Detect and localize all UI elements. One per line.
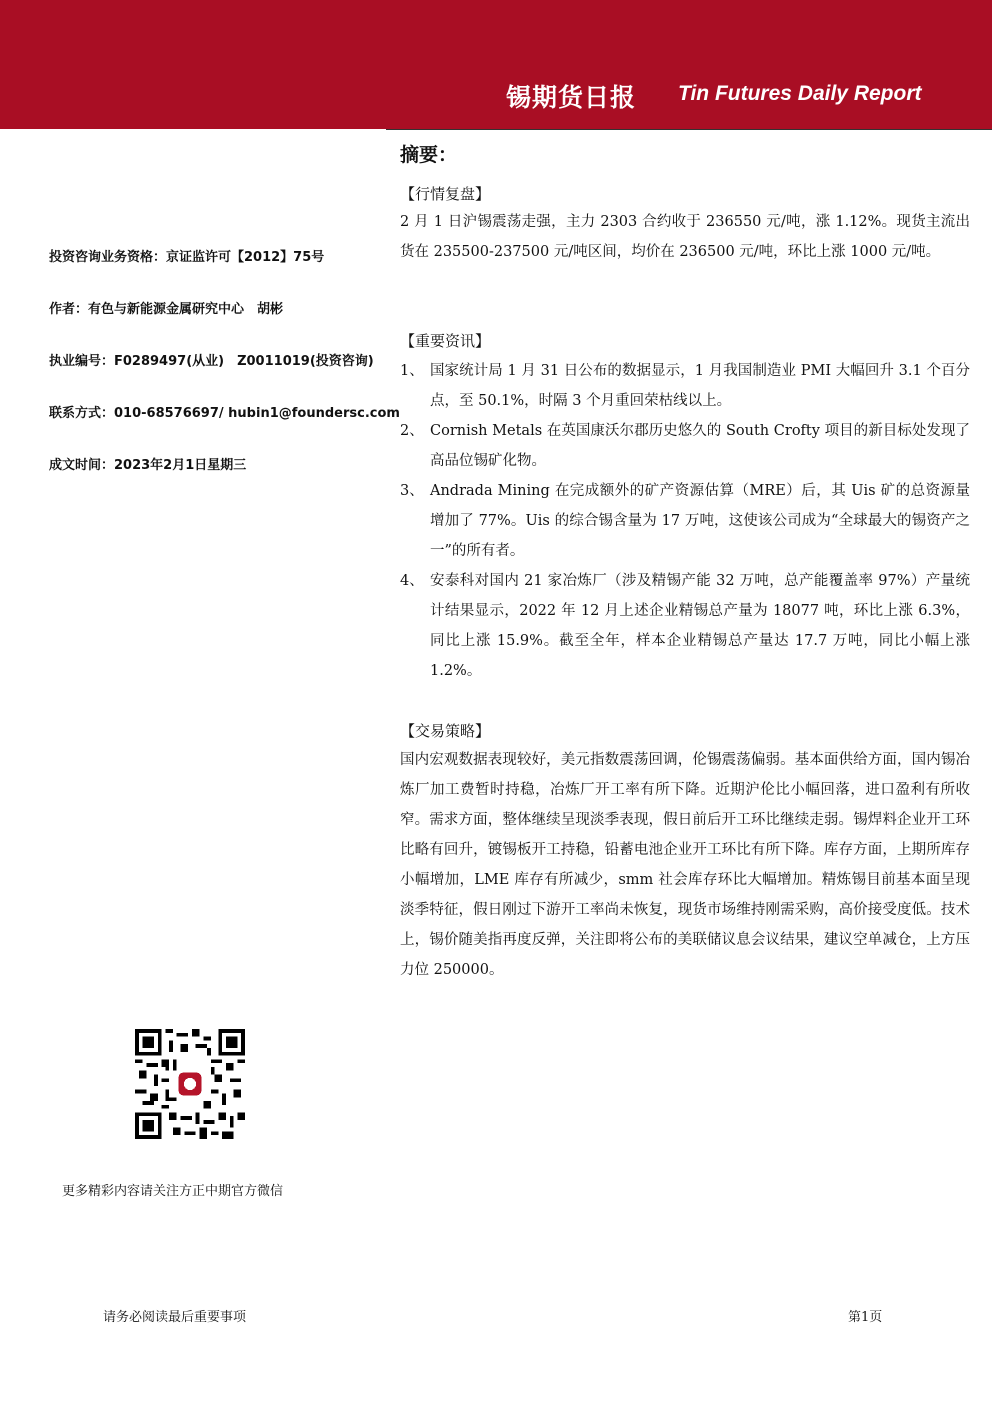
- qr-caption: 更多精彩内容请关注方正中期官方微信: [62, 1184, 284, 1199]
- summary-title: 摘要：: [400, 144, 458, 166]
- report-title-cn: 锡期货日报: [506, 83, 637, 112]
- news-item-text: 国家统计局 1 月 31 日公布的数据显示，1 月我国制造业 PMI 大幅回升 3.1 个百分点，至 50.1%，时隔 3 个月重回荣枯线以上。: [430, 363, 970, 409]
- news-item-text: 安泰科对国内 21 家冶炼厂（涉及精锡产能 32 万吨，总产能覆盖率 97%）产量统计结果显示，2022 年 12 月上述企业精锡总产量为 18077 吨，环比上涨 6.3%，同比上涨 15.9%。截至全年，样本企业精锡总产量达 17.7 万吨，同比小幅上涨 1.2%。: [430, 573, 970, 679]
- news-item-number: 2、: [400, 423, 424, 439]
- author-line: 作者：有色与新能源金属研究中心 胡彬: [49, 302, 284, 317]
- license-line: 执业编号：F0289497(从业) Z0011019(投资咨询): [49, 354, 374, 369]
- news-item: [400, 566, 970, 686]
- news-item: [400, 356, 970, 416]
- news-item: [400, 476, 970, 566]
- qualification-line: 投资咨询业务资格：京证监许可【2012】75号: [49, 250, 325, 265]
- qr-code-icon: [135, 1029, 245, 1139]
- report-title-en: Tin Futures Daily Report: [678, 82, 922, 105]
- page-number: 第1页: [848, 1310, 883, 1325]
- date-line: 成文时间：2023年2月1日星期三: [49, 458, 247, 473]
- news-item-number: 3、: [400, 483, 424, 499]
- header-divider: [386, 129, 992, 130]
- news-item-number: 4、: [400, 573, 424, 589]
- news-item: [400, 416, 970, 476]
- market-review-heading: 【行情复盘】: [400, 185, 491, 203]
- market-review-text: 2 月 1 日沪锡震荡走强，主力 2303 合约收于 236550 元/吨，涨 1.12%。现货主流出货在 235500-237500 元/吨区间，均价在 236500 元/吨，环比上涨 1000 元/吨。: [400, 214, 970, 260]
- news-item-text: Andrada Mining 在完成额外的矿产资源估算（MRE）后，其 Uis 矿的总资源量增加了 77%。Uis 的综合锡含量为 17 万吨，这使该公司成为“全球最大的锡资产之一”的所有者。: [430, 483, 970, 559]
- news-item-text: Cornish Metals 在英国康沃尔郡历史悠久的 South Crofty 项目的新目标处发现了高品位锡矿化物。: [430, 423, 970, 469]
- header-band: [0, 0, 992, 129]
- news-heading: 【重要资讯】: [400, 332, 491, 350]
- strategy-text: 国内宏观数据表现较好，美元指数震荡回调，伦锡震荡偏弱。基本面供给方面，国内锡冶炼厂加工费暂时持稳，冶炼厂开工率有所下降。近期沪伦比小幅回落，进口盈利有所收窄。需求方面，整体继续呈现淡季表现，假日前后开工环比继续走弱。锡焊料企业开工环比略有回升，镀锡板开工持稳，铅蓄电池企业开工环比有所下降。库存方面，上期所库存小幅增加，LME 库存有所减少，smm 社会库存环比大幅增加。精炼锡目前基本面呈现淡季特征，假日刚过下游开工率尚未恢复，现货市场维持刚需采购，高价接受度低。技术上，锡价随美指再度反弹，关注即将公布的美联储议息会议结果，建议空单减仓，上方压力位 250000。: [400, 752, 970, 978]
- news-item-number: 1、: [400, 363, 424, 379]
- contact-line: 联系方式：010-68576697/ hubin1@foundersc.com: [49, 406, 400, 421]
- footer-notice: 请务必阅读最后重要事项: [103, 1310, 247, 1325]
- strategy-heading: 【交易策略】: [400, 722, 491, 740]
